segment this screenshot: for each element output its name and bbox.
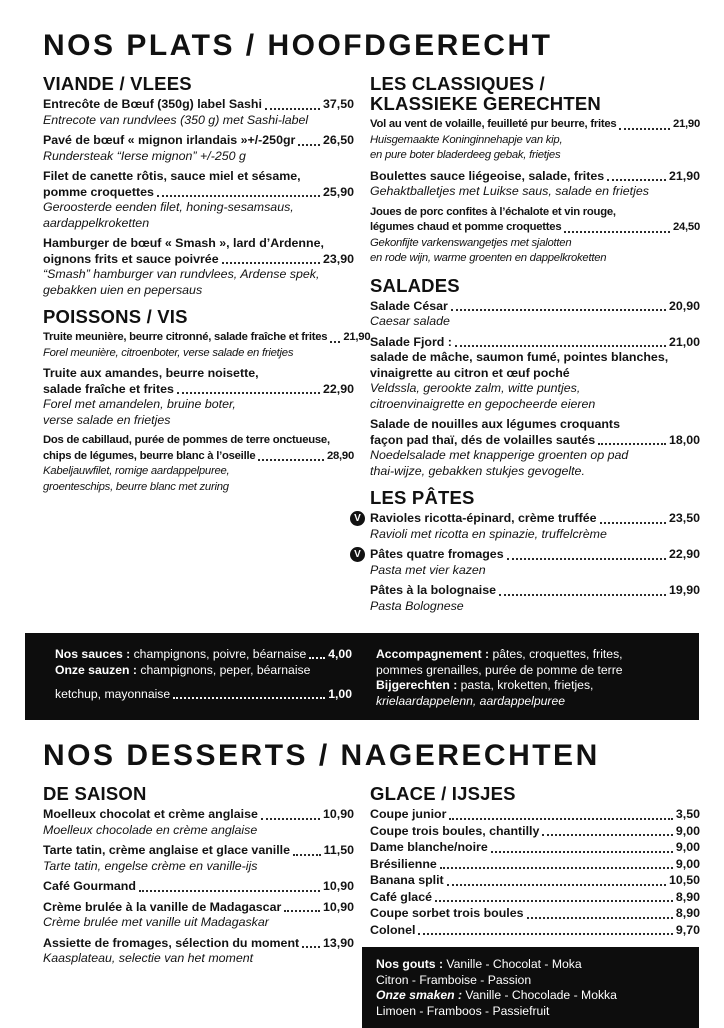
menu-item xyxy=(370,169,700,200)
page-title-desserts: NOS DESSERTS / NAGERECHTEN xyxy=(43,739,600,772)
dot-leader xyxy=(261,818,320,820)
panel-line xyxy=(376,647,651,663)
section-heading-line: LES PÂTES xyxy=(370,487,475,508)
item-line-nl: Pasta Bolognese xyxy=(370,598,464,613)
menu-section xyxy=(370,276,700,480)
item-price-row xyxy=(370,583,700,599)
item-price-row xyxy=(43,252,354,268)
item-line-nl: aardappelkroketten xyxy=(43,215,150,230)
section-heading xyxy=(43,784,354,804)
item-price-row xyxy=(43,382,354,398)
panel-text-segment: champignons, peper, béarnaise xyxy=(140,662,311,677)
item-line-fr: Truite aux amandes, beurre noisette, xyxy=(43,366,259,380)
menu-item xyxy=(370,335,700,413)
item-line-nl: “Smash” hamburger van rundvlees, Ardense spek, xyxy=(43,267,320,281)
menu-item xyxy=(370,890,700,906)
item-price-row xyxy=(43,936,354,952)
item-name: Crème brulée à la vanille de Madagascar xyxy=(43,899,282,914)
item-price: 8,90 xyxy=(675,889,700,904)
desserts-right-column xyxy=(370,784,700,1028)
menu-item xyxy=(43,936,354,967)
panel-text xyxy=(376,973,531,987)
item-price-row xyxy=(370,840,700,856)
item-price-row xyxy=(370,433,700,449)
item-line-nl: Caesar salade xyxy=(370,314,450,328)
item-line-nl: citroenvinaigrette en gepocheerde eieren xyxy=(370,396,596,411)
menu-item xyxy=(43,169,354,231)
dot-leader xyxy=(309,657,325,659)
item-name: Ravioles ricotta-épinard, crème truffée xyxy=(370,511,597,525)
panel-text-segment: champignons, poivre, béarnaise xyxy=(133,647,307,661)
section-heading-line: LES CLASSIQUES / xyxy=(370,73,545,94)
section-heading-line: POISSONS / VIS xyxy=(43,306,188,327)
item-line-fr: Salade de nouilles aux légumes croquants xyxy=(370,417,620,431)
section-heading-line: GLACE / IJSJES xyxy=(370,783,516,804)
dot-leader xyxy=(298,144,320,146)
menu-item xyxy=(43,236,354,298)
desserts-columns xyxy=(43,784,700,1028)
dot-leader xyxy=(222,262,320,264)
item-line-nl: groenteschips, beurre blanc met zuring xyxy=(43,480,229,493)
menu-section xyxy=(370,74,700,267)
item-price: 22,90 xyxy=(322,381,354,396)
item-price: 11,50 xyxy=(323,843,354,857)
item-name: Truite meunière, beurre citronné, salade fraîche et frites xyxy=(43,331,328,343)
item-line-nl: Gekonfijte varkenswangetjes met sjalotten xyxy=(370,236,572,249)
menu-item xyxy=(370,299,700,330)
item-price-row xyxy=(43,97,354,113)
item-price: 8,90 xyxy=(675,906,700,920)
menu-item xyxy=(43,133,354,164)
panel-text-segment: Accompagnement : xyxy=(376,647,493,661)
item-line-fr: Dos de cabillaud, purée de pommes de terre onctueuse, xyxy=(43,434,330,446)
item-line-nl: en rode wijn, warme groenten en dappelkroketten xyxy=(370,252,607,264)
sides-panel-column xyxy=(376,647,651,709)
dot-leader xyxy=(293,854,321,856)
item-price-row xyxy=(370,824,700,840)
item-name: oignons frits et sauce poivrée xyxy=(43,251,219,266)
item-price-row xyxy=(370,335,700,351)
item-name: Salade César xyxy=(370,298,448,313)
item-price-row xyxy=(370,906,700,922)
panel-text-segment: Limoen - Framboos - Passiefruit xyxy=(376,1003,550,1018)
item-price: 9,00 xyxy=(675,856,700,871)
item-name: façon pad thaï, dés de volailles sautés xyxy=(370,432,596,447)
item-line-nl: Rundersteak “Ierse mignon” +/-250 g xyxy=(43,148,246,163)
dot-leader xyxy=(449,818,672,820)
item-price: 10,90 xyxy=(322,807,354,821)
panel-text-segment: Onze sauzen : xyxy=(55,662,141,677)
item-price-row xyxy=(370,807,700,823)
item-name: Moelleux chocolat et crème anglaise xyxy=(43,807,258,821)
menu-section xyxy=(43,784,354,967)
panel-line xyxy=(376,663,651,679)
item-price-row xyxy=(43,185,354,201)
menu-item xyxy=(43,366,354,428)
menu-section xyxy=(43,74,354,298)
item-price-row xyxy=(354,547,700,563)
item-line-nl: Ravioli met ricotta en spinazie, truffelcrème xyxy=(370,526,607,541)
item-name: Colonel xyxy=(370,922,416,937)
dot-leader xyxy=(435,900,673,902)
panel-text-segment: ketchup, mayonnaise xyxy=(55,687,171,701)
menu-item xyxy=(43,843,354,874)
item-price-row xyxy=(370,873,700,889)
panel-text-segment: Nos sauces : xyxy=(55,647,134,661)
item-name: Coupe junior xyxy=(370,807,447,821)
panel-text-segment: pâtes, croquettes, frites, xyxy=(492,647,623,661)
section-heading xyxy=(370,276,700,296)
dot-leader xyxy=(455,345,666,347)
item-name: Brésilienne xyxy=(370,856,437,871)
section-heading-line: KLASSIEKE GERECHTEN xyxy=(370,93,601,114)
menu-item xyxy=(370,906,700,922)
item-price-row xyxy=(370,857,700,873)
item-name: Tarte tatin, crème anglaise et glace vanille xyxy=(43,843,291,857)
item-price: 21,90 xyxy=(343,331,371,343)
item-line-fr: salade de mâche, saumon fumé, pointes blanches, xyxy=(370,350,669,364)
panel-text xyxy=(55,663,310,677)
dot-leader xyxy=(440,867,673,869)
item-price-row xyxy=(370,220,700,236)
menu-item xyxy=(370,117,700,164)
item-price-row xyxy=(354,511,700,527)
item-name: Pâtes à la bolognaise xyxy=(370,583,497,597)
dot-leader xyxy=(157,195,320,197)
item-price: 9,70 xyxy=(675,922,700,937)
panel-spacer xyxy=(55,678,352,687)
panel-text-segment: Bijgerechten : xyxy=(376,678,461,692)
vegetarian-icon: V xyxy=(350,547,365,562)
item-price-row xyxy=(370,169,700,185)
item-name: Salade Fjord : xyxy=(370,334,452,349)
item-name: Vol au vent de volaille, feuilleté pur beurre, frites xyxy=(370,118,617,130)
dot-leader xyxy=(330,341,340,343)
item-price: 9,00 xyxy=(675,823,700,838)
item-line-fr: Filet de canette rôtis, sauce miel et sésame, xyxy=(43,169,301,183)
plats-columns xyxy=(43,74,700,623)
item-line-nl: Forel meunière, citroenboter, verse salade en frietjes xyxy=(43,346,294,359)
item-price-row xyxy=(43,133,354,149)
menu-item xyxy=(43,807,354,838)
item-price-row xyxy=(43,330,371,346)
item-line-nl: Kabeljauwfilet, romige aardappelpuree, xyxy=(43,465,230,477)
item-name: Boulettes sauce liégeoise, salade, frites xyxy=(370,168,605,183)
panel-line xyxy=(55,663,352,679)
panel-text xyxy=(376,957,582,971)
section-heading xyxy=(370,784,700,804)
vegetarian-icon: V xyxy=(350,511,365,526)
panel-text xyxy=(376,678,593,692)
menu-item xyxy=(370,807,700,823)
item-line-nl: Forel met amandelen, bruine boter, xyxy=(43,397,236,411)
panel-text xyxy=(376,663,623,677)
item-line-nl: Veldssla, gerookte zalm, witte puntjes, xyxy=(370,381,581,395)
dot-leader xyxy=(564,231,670,233)
item-price: 9,00 xyxy=(675,840,700,854)
item-line-nl: verse salade en frietjes xyxy=(43,412,171,427)
panel-line xyxy=(55,687,352,703)
dot-leader xyxy=(418,933,672,935)
panel-text-segment: pommes grenailles, purée de pomme de terre xyxy=(376,662,623,677)
item-name: Café Gourmand xyxy=(43,879,136,893)
panel-price: 4,00 xyxy=(328,647,352,661)
item-name: Assiette de fromages, sélection du moment xyxy=(43,935,300,950)
menu-item xyxy=(43,879,354,895)
item-name: Entrecôte de Bœuf (350g) label Sashi xyxy=(43,97,262,111)
dot-leader xyxy=(139,890,320,892)
item-price: 37,50 xyxy=(322,97,354,111)
item-price-row xyxy=(370,117,700,133)
panel-line xyxy=(376,1004,685,1020)
panel-text-segment: Vanille - Chocolat - Moka xyxy=(446,957,582,971)
dot-leader xyxy=(607,179,666,181)
menu-item xyxy=(370,417,700,479)
plats-right-column xyxy=(354,73,700,623)
item-name: Banana split xyxy=(370,873,444,887)
item-price: 10,90 xyxy=(322,879,354,893)
item-line-nl: Huisgemaakte Koninginnehapje van kip, xyxy=(370,133,563,146)
panel-text-segment: Onze smaken : xyxy=(376,988,466,1002)
menu-item xyxy=(370,824,700,840)
panel-line xyxy=(376,694,651,710)
item-price: 10,50 xyxy=(668,873,700,887)
item-price: 13,90 xyxy=(322,935,354,950)
item-price: 26,50 xyxy=(322,133,354,147)
panel-text xyxy=(376,647,623,661)
item-price-row xyxy=(43,449,354,465)
section-heading xyxy=(370,74,700,114)
panel-text-segment: Citron - Framboise - Passion xyxy=(376,972,532,987)
item-price: 21,90 xyxy=(672,118,700,130)
dot-leader xyxy=(499,594,666,596)
item-price-row xyxy=(370,299,700,315)
section-heading xyxy=(43,307,354,327)
menu-item xyxy=(370,873,700,889)
panel-text xyxy=(376,1004,549,1018)
item-price: 28,90 xyxy=(326,449,354,462)
item-price: 10,90 xyxy=(322,899,354,914)
item-line-nl: Geroosterde eenden filet, honing-sesamsaus, xyxy=(43,200,294,214)
item-price: 23,50 xyxy=(668,511,700,525)
item-price-row xyxy=(43,900,354,916)
menu-section xyxy=(354,487,700,614)
dot-leader xyxy=(258,459,324,461)
item-line-nl: Kaasplateau, selectie van het moment xyxy=(43,951,254,965)
item-name: Coupe sorbet trois boules xyxy=(370,906,524,920)
panel-text xyxy=(55,647,306,663)
ice-cream-flavors-panel xyxy=(362,947,699,1028)
section-heading xyxy=(370,488,700,508)
sauces-sides-panel xyxy=(25,633,699,720)
item-name: Pâtes quatre fromages xyxy=(370,547,504,561)
panel-text-segment: krielaardappelenn, aardappelpuree xyxy=(376,693,566,708)
dot-leader xyxy=(302,946,320,948)
item-price: 23,90 xyxy=(322,251,354,266)
dot-leader xyxy=(284,910,320,912)
menu-item xyxy=(354,511,700,542)
item-line-fr: vinaigrette au citron et œuf poché xyxy=(370,365,570,380)
item-price-row xyxy=(43,843,354,859)
dot-leader xyxy=(542,834,673,836)
item-line-fr: Hamburger de bœuf « Smash », lard d’Ardenne, xyxy=(43,236,324,250)
dot-leader xyxy=(451,309,666,311)
section-heading-line: VIANDE / VLEES xyxy=(43,73,192,94)
dot-leader xyxy=(491,851,673,853)
menu-item xyxy=(43,97,354,128)
panel-line xyxy=(376,988,685,1004)
dot-leader xyxy=(265,108,320,110)
dot-leader xyxy=(600,522,666,524)
menu-item xyxy=(43,433,354,495)
glace-section-container xyxy=(370,784,700,938)
menu-section xyxy=(370,784,700,938)
item-line-nl: gebakken uien en pepersaus xyxy=(43,282,203,297)
menu-item xyxy=(370,923,700,939)
dot-leader xyxy=(177,392,320,394)
item-name: chips de légumes, beurre blanc à l’oseille xyxy=(43,449,256,462)
menu-item xyxy=(370,840,700,856)
item-line-nl: en pure boter bladerdeeg gebak, frietjes xyxy=(370,149,561,161)
item-price: 19,90 xyxy=(668,583,700,597)
section-heading-line: DE SAISON xyxy=(43,783,147,804)
section-heading-line: SALADES xyxy=(370,274,460,296)
menu-item xyxy=(43,330,371,361)
item-name: Coupe trois boules, chantilly xyxy=(370,823,540,838)
dot-leader xyxy=(447,884,666,886)
menu-item xyxy=(354,547,700,578)
item-price: 21,90 xyxy=(668,168,700,183)
menu-section xyxy=(43,306,371,495)
item-price: 21,00 xyxy=(668,334,700,349)
item-line-fr: Joues de porc confites à l’échalote et vin rouge, xyxy=(370,205,616,218)
item-price: 20,90 xyxy=(668,298,700,313)
item-line-nl: Entrecote van rundvlees (350 g) met Sashi-label xyxy=(43,112,309,127)
item-line-nl: Pasta met vier kazen xyxy=(370,562,486,577)
plats-left-column xyxy=(43,73,371,504)
panel-line xyxy=(55,647,352,663)
item-price: 3,50 xyxy=(675,807,700,821)
item-line-nl: Noedelsalade met knapperige groenten op pad xyxy=(370,448,629,462)
menu-item xyxy=(370,583,700,614)
item-price-row xyxy=(370,890,700,906)
item-line-nl: thai-wijze, gebakken stukjes gevogelte. xyxy=(370,463,585,478)
panel-text-segment: Vanille - Chocolade - Mokka xyxy=(465,988,617,1002)
panel-price: 1,00 xyxy=(328,687,352,701)
item-line-nl: Moelleux chocolade en crème anglaise xyxy=(43,822,258,837)
item-line-nl: Gehaktballetjes met Luikse saus, salade en frietjes xyxy=(370,184,649,198)
panel-text xyxy=(55,687,170,703)
item-price-row xyxy=(370,923,700,939)
item-price: 18,00 xyxy=(668,432,700,447)
panel-line xyxy=(376,973,685,989)
item-price: 25,90 xyxy=(322,184,354,199)
menu-item xyxy=(43,900,354,931)
panel-line xyxy=(376,957,685,973)
item-price-row xyxy=(43,879,354,895)
menu-item xyxy=(370,205,700,267)
section-heading xyxy=(43,74,354,94)
item-price: 24,50 xyxy=(672,221,700,233)
desserts-left-column xyxy=(43,784,354,976)
panel-text-segment: Nos gouts : xyxy=(376,957,447,971)
sauces-panel-column xyxy=(55,647,352,709)
panel-text xyxy=(376,694,565,708)
dot-leader xyxy=(619,128,670,130)
item-name: légumes chaud et pomme croquettes xyxy=(370,221,562,233)
dot-leader xyxy=(527,917,673,919)
dot-leader xyxy=(173,697,325,699)
item-name: Dame blanche/noire xyxy=(370,840,488,854)
item-line-nl: Tarte tatin, engelse crème en vanille-ijs xyxy=(43,858,258,873)
page-title-plats: NOS PLATS / HOOFDGERECHT xyxy=(43,29,553,62)
item-line-nl: Crème brulée met vanille uit Madagaskar xyxy=(43,915,269,929)
panel-text xyxy=(376,988,617,1002)
menu-item xyxy=(370,857,700,873)
dot-leader xyxy=(507,558,666,560)
item-price-row xyxy=(43,807,354,823)
item-name: Pavé de bœuf « mignon irlandais »+/-250gr xyxy=(43,133,296,147)
item-name: Café glacé xyxy=(370,889,432,904)
panel-text-segment: pasta, kroketten, frietjes, xyxy=(460,678,594,692)
item-price: 22,90 xyxy=(668,547,700,561)
item-name: pomme croquettes xyxy=(43,184,154,199)
item-name: salade fraîche et frites xyxy=(43,381,174,396)
panel-line xyxy=(376,678,651,694)
dot-leader xyxy=(598,443,666,445)
